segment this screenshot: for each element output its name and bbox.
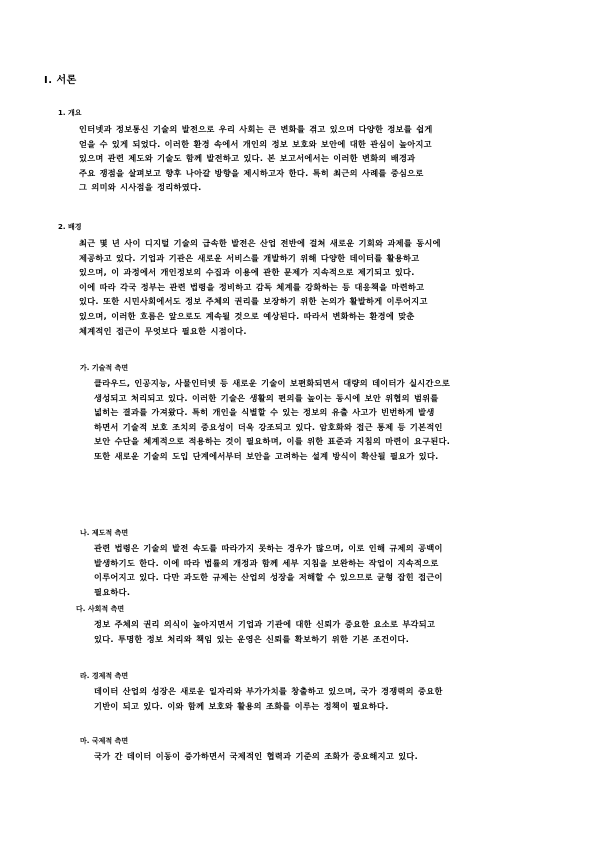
subsection-body-institutional: 관련 법령은 기술의 발전 속도를 따라가지 못하는 경우가 많으며, 이로 인해 규제의 공백이 발생하기도 한다. 이에 따라 법률의 개정과 함께 세부 지침을 보완하는 작업이 지속적으로 이루어지고 있다. 다만 과도한 규제는 산업의 성장을 저해할 수 있으므로 균형 잡힌 접근이 필요하다. [94,543,443,597]
subsection-body-international: 국가 간 데이터 이동이 증가하면서 국제적인 협력과 기준의 조화가 중요해지고 있다. [94,751,419,761]
section-heading-overview: 1. 개요 [58,109,82,117]
section-heading-background: 2. 배경 [58,223,82,231]
subsection-heading-economic: 라. 경제적 측면 [80,672,129,680]
subsection-body-economic: 데이터 산업의 성장은 새로운 일자리와 부가가치를 창출하고 있으며, 국가 경쟁력의 중요한 기반이 되고 있다. 이와 함께 보호와 활용의 조화를 이루는 정책이 필요하다. [94,686,443,711]
subsection-heading-technical: 가. 기술적 측면 [80,364,129,372]
section-body-overview: 인터넷과 정보통신 기술의 발전으로 우리 사회는 큰 변화를 겪고 있으며 다양한 정보를 쉽게 얻을 수 있게 되었다. 이러한 환경 속에서 개인의 정보 보호와 보안에 대한 관심이 높아지고 있으며 관련 제도와 기술도 함께 발전하고 있다. 본 보고서에서는 이러한 변화의 배경과 주요 쟁점을 살펴보고 향후 나아갈 방향을 제시하고자 한다. 특히 최근의 사례를 중심으로 그 의미와 시사점을 정리하였다. [79,124,433,193]
subsection-heading-social: 다. 사회적 측면 [76,605,125,613]
subsection-heading-institutional: 나. 제도적 측면 [80,529,129,537]
section-body-background: 최근 몇 년 사이 디지털 기술의 급속한 발전은 산업 전반에 걸쳐 새로운 기회와 과제를 동시에 제공하고 있다. 기업과 기관은 새로운 서비스를 개발하기 위해 다양한 데이터를 활용하고 있으며, 이 과정에서 개인정보의 수집과 이용에 관한 문제가 지속적으로 제기되고 있다. 이에 따라 각국 정부는 관련 법령을 정비하고 감독 체계를 강화하는 등 대응책을 마련하고 있다. 또한 시민사회에서도 정보 주체의 권리를 보장하기 위한 논의가 활발하게 이루어지고 있으며, 이러한 흐름은 앞으로도 계속될 것으로 예상된다. 따라서 변화하는 환경에 맞춘 체계적인 접근이 무엇보다 필요한 시점이다. [79,238,441,336]
document-title: Ⅰ. 서론 [44,75,77,86]
subsection-heading-international: 마. 국제적 측면 [80,737,129,745]
subsection-body-social: 정보 주체의 권리 의식이 높아지면서 기업과 기관에 대한 신뢰가 중요한 요소로 부각되고 있다. 투명한 정보 처리와 책임 있는 운영은 신뢰를 확보하기 위한 기본 조건이다. [94,619,436,644]
subsection-body-technical: 클라우드, 인공지능, 사물인터넷 등 새로운 기술이 보편화되면서 대량의 데이터가 실시간으로 생성되고 처리되고 있다. 이러한 기술은 생활의 편의를 높이는 동시에 보안 위협의 범위를 넓히는 결과를 가져왔다. 특히 개인을 식별할 수 있는 정보의 유출 사고가 빈번하게 발생 하면서 기술적 보호 조치의 중요성이 더욱 강조되고 있다. 암호화와 접근 통제 등 기본적인 보안 수단을 체계적으로 적용하는 것이 필요하며, 이를 위한 표준과 지침의 마련이 요구된다. 또한 새로운 기술의 도입 단계에서부터 보안을 고려하는 설계 방식이 확산될 필요가 있다. [94,378,451,461]
